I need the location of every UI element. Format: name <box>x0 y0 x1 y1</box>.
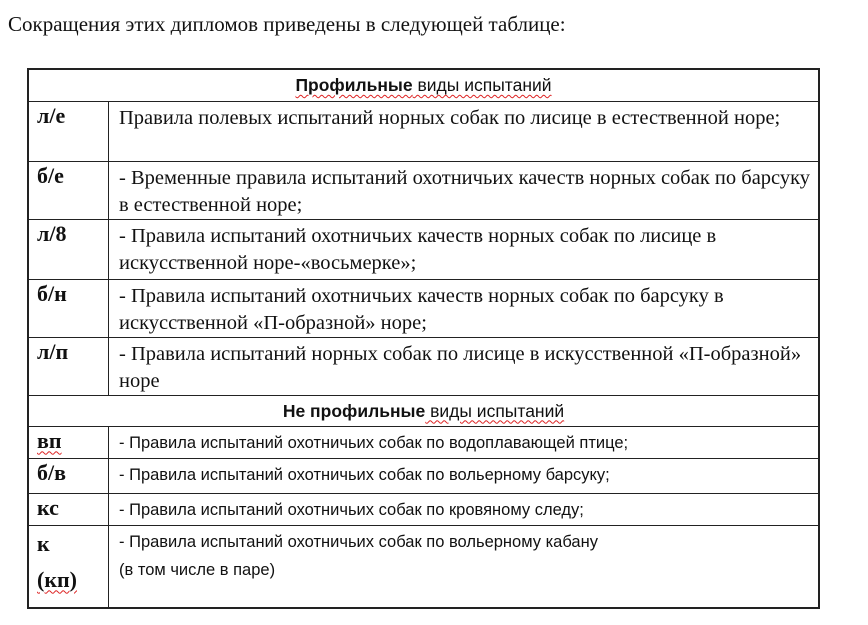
section-header-row <box>28 395 819 426</box>
table-row <box>28 161 819 219</box>
desc-cell: - Правила испытаний охотничьих собак по водоплавающей птице; <box>109 426 820 458</box>
section-header-row <box>28 69 819 101</box>
table-row <box>28 458 819 493</box>
abbr-cell: кс <box>28 493 109 525</box>
abbr-cell: л/е <box>28 101 109 161</box>
abbr-cell: л/п <box>28 337 109 395</box>
abbr-cell: б/н <box>28 279 109 337</box>
section-title-bold: Профильные <box>295 75 413 95</box>
section-title-bold: Не профильные <box>282 400 426 421</box>
desc-cell: - Правила испытаний охотничьих собак по вольерному кабану <box>119 532 598 551</box>
abbreviations-table <box>27 68 820 609</box>
abbr-cell: л/8 <box>28 219 109 279</box>
table-row <box>28 493 819 525</box>
desc-cell: - Правила испытаний охотничьих качеств норных собак по лисице в искусственной норе-«восьмерке»; <box>109 219 820 279</box>
table-row <box>28 101 819 161</box>
section-title-rest: виды испытаний <box>425 400 565 421</box>
desc-cell: - Правила испытаний охотничьих собак по вольерному барсуку; <box>109 458 820 493</box>
intro-text: Сокращения этих дипломов приведены в следующей таблице: <box>8 12 566 36</box>
table-row <box>28 279 819 337</box>
table-row <box>28 525 819 608</box>
section-title-rest: виды испытаний <box>412 75 552 95</box>
abbr-cell: вп <box>37 427 62 453</box>
desc-cell: - Правила испытаний норных собак по лисице в искусственной «П-образной» норе <box>109 337 820 395</box>
table-row <box>28 426 819 458</box>
desc-cell: Правила полевых испытаний норных собак по лисице в естественной норе; <box>109 101 820 161</box>
desc-cell: - Временные правила испытаний охотничьих качеств норных собак по барсуку в естественной норе; <box>109 161 820 219</box>
desc-cell-note: (в том числе в паре) <box>119 560 276 579</box>
desc-cell: - Правила испытаний охотничьих собак по кровяному следу; <box>109 493 820 525</box>
desc-cell: - Правила испытаний охотничьих качеств норных собак по барсуку в искусственной «П-образной» норе; <box>109 279 820 337</box>
table-row <box>28 219 819 279</box>
abbr-cell-alt: (кп) <box>37 566 78 592</box>
abbr-cell: к <box>37 530 50 556</box>
abbr-cell: б/в <box>28 458 109 493</box>
table-row <box>28 337 819 395</box>
abbr-cell: б/е <box>28 161 109 219</box>
